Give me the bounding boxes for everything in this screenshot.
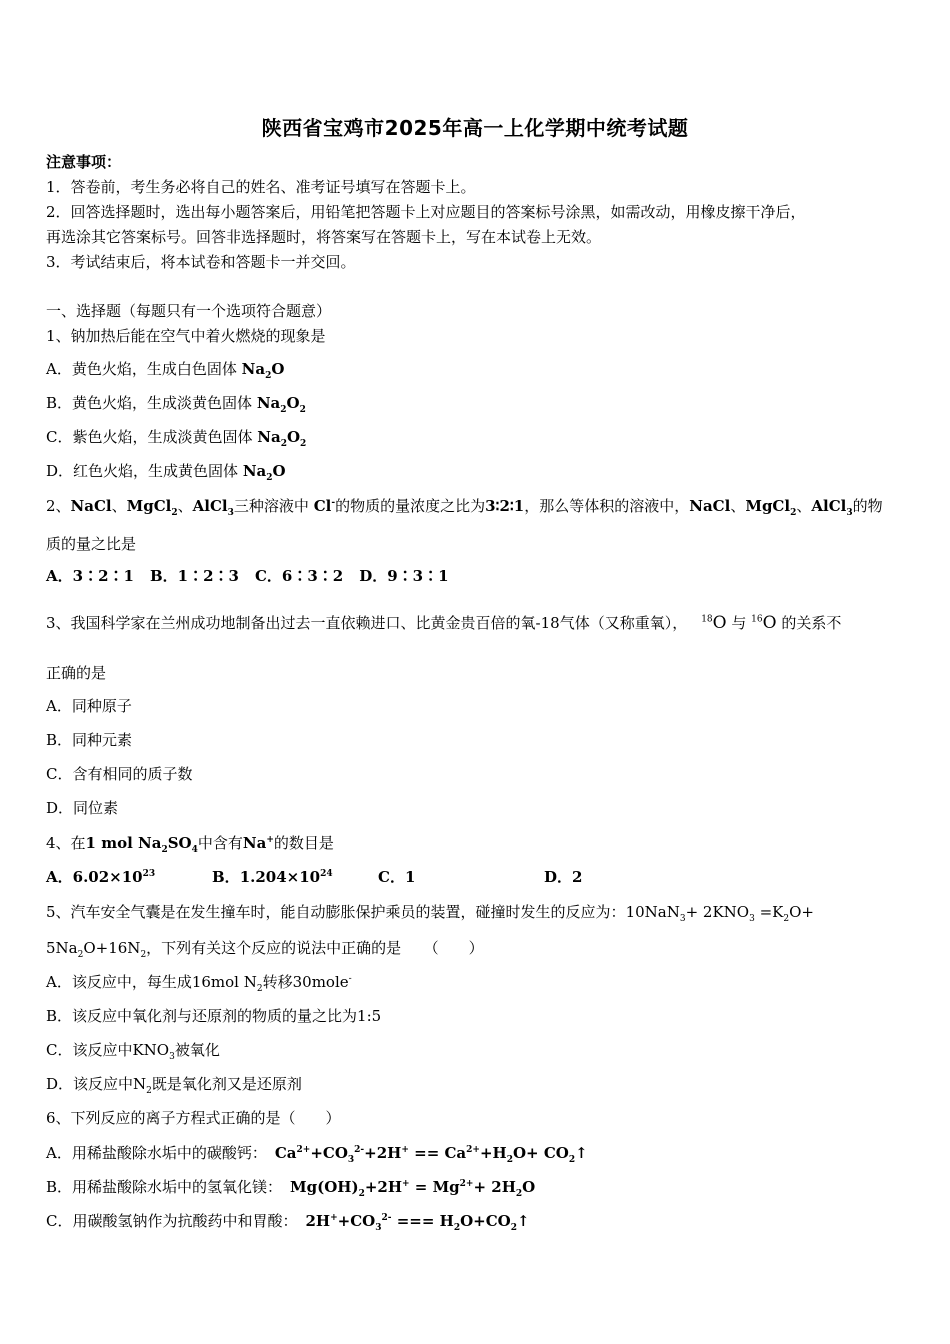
question-2-stem: 2、NaCl、MgCl$_2$、AlCl$_3$三种溶液中 Cl-的物质的量浓度之比为3∶2∶1，那么等体积的溶液中，NaCl、MgCl$_2$、AlCl$_3$的物 (46, 497, 883, 518)
notice-item-3: 3．考试结束后，将本试卷和答题卡一并交回。 (46, 253, 356, 271)
option-text: B．黄色火焰，生成淡黄色固体 (46, 394, 253, 412)
question-1-stem: 1、钠加热后能在空气中着火燃烧的现象是 (46, 327, 326, 345)
question-3-option-a: A．同种原子 (46, 697, 132, 715)
question-3-option-b: B．同种元素 (46, 731, 133, 749)
stem-text: ，那么等体积的溶液中， (524, 497, 690, 515)
question-5-option-b: B．该反应中氧化剂与还原剂的物质的量之比为1:5 (46, 1007, 382, 1025)
question-5-stem (46, 902, 814, 922)
section-heading: 一、选择题（每题只有一个选项符合题意） (46, 302, 332, 320)
question-3-option-c: C．含有相同的质子数 (46, 765, 193, 783)
stem-text: 的关系不 (781, 614, 842, 632)
option-c: C．6∶3∶2 (254, 567, 344, 585)
formula: 1 mol $Na_2SO_4$ (85, 834, 198, 855)
option-d: D．2 (544, 868, 583, 886)
question-5-option-a: A．该反应中，每生成16mol $N_2$转移30mole- (46, 973, 352, 994)
stem-text: 与 (731, 614, 747, 632)
stem-text: 的数目是 (273, 834, 334, 852)
question-3-stem-cont: 正确的是 (46, 664, 107, 682)
isotope-o16: $^{16}$O (751, 613, 777, 633)
formula: MgCl$_2$ (126, 497, 178, 518)
stem-text: 三种溶液中 (233, 497, 309, 515)
stem-text: 的物 (852, 497, 883, 515)
stem-text: 3、我国科学家在兰州成功地制备出过去一直依赖进口、比黄金贵百倍的氧-18气体（又称重氧）， (46, 614, 688, 632)
stem-text: 的物质的量浓度之比为 (335, 497, 486, 515)
option-b: B．$1.204\times 10^{24}$ (212, 868, 333, 886)
stem-text: ，下列有关这个反应的说法中正确的是 （ ） (146, 939, 484, 957)
option-a: A．3∶2∶1 (46, 567, 134, 585)
option-c: C．1 (378, 868, 416, 886)
equation: $Mg(OH)_2+2H^+ = Mg^{2+}+ 2H_2O$ (290, 1178, 536, 1199)
option-d: D．9∶3∶1 (359, 567, 449, 585)
question-number: 2、 (46, 497, 71, 515)
question-1-option-d (46, 461, 286, 481)
question-4-stem (46, 833, 334, 853)
option-a: A．$6.02\times 10^{23}$ (46, 868, 156, 886)
notice-item-1: 1．答卷前，考生务必将自己的姓名、准考证号填写在答题卡上。 (46, 178, 476, 196)
question-6-option-b: B．用稀盐酸除水垢中的氢氧化镁： $Mg(OH)_2+2H^+ = Mg^{2+}+ 2H_2O$ (46, 1178, 536, 1199)
ratio: 3∶2∶1 (485, 497, 525, 515)
question-1-option-c (46, 427, 306, 447)
question-5-option-d: D．该反应中$N_2$既是氧化剂又是还原剂 (46, 1075, 302, 1096)
formula: AlCl$_3$ (192, 497, 234, 518)
notice-item-2: 2．回答选择题时，选出每小题答案后，用铅笔把答题卡上对应题目的答案标号涂黑，如需改动，用橡皮擦干净后， (46, 203, 806, 221)
formula: MgCl$_2$ (745, 497, 797, 518)
stem-text: 5、汽车安全气囊是在发生撞车时，能自动膨胀保护乘员的装置，碰撞时发生的反应为： (46, 903, 626, 921)
equation: $5Na_2O+16N_2$ (46, 939, 147, 960)
option-text: A．黄色火焰，生成白色固体 (46, 360, 237, 378)
option-text: C．紫色火焰，生成淡黄色固体 (46, 428, 253, 446)
formula: $Na_2O$ (241, 360, 285, 381)
stem-text: 中含有 (197, 834, 243, 852)
formula: NaCl (70, 497, 112, 515)
option-b: B．1∶2∶3 (149, 567, 239, 585)
stem-text: 4、在 (46, 834, 86, 852)
question-3-option-d: D．同位素 (46, 799, 119, 817)
question-5-option-c: C．该反应中$KNO_3$被氧化 (46, 1041, 220, 1062)
formula: Na+ (242, 834, 274, 852)
question-2-stem-cont: 质的量之比是 (46, 535, 137, 553)
formula: $Na_2O_2$ (257, 428, 307, 449)
formula: Cl- (313, 497, 336, 515)
formula: $Na_2O$ (242, 462, 286, 483)
isotope-o18: $^{18}$O (701, 613, 727, 633)
question-6-option-a: A．用稀盐酸除水垢中的碳酸钙： $Ca^{2+}+CO_3^{2-}+2H^+ == Ca^{2+}+H_2O+$ $CO_2↑$ (46, 1144, 588, 1165)
question-4-options (46, 867, 582, 887)
option-text: D．红色火焰，生成黄色固体 (46, 462, 239, 480)
equation: $10NaN_3+ 2KNO_3 =K_2O+$ (625, 903, 814, 924)
notice-heading: 注意事项： (46, 153, 122, 171)
question-5-stem-cont (46, 938, 484, 958)
question-1-option-b (46, 393, 306, 413)
question-2-options (46, 566, 449, 586)
formula: NaCl (689, 497, 731, 515)
question-1-option-a (46, 359, 284, 379)
equation: $2H^++CO_3^{2-}$ === $H_2O+CO_2↑$ (305, 1212, 530, 1233)
equation: $Ca^{2+}+CO_3^{2-}+2H^+ == Ca^{2+}+H_2O+$ $CO_2↑$ (274, 1144, 588, 1165)
formula: AlCl$_3$ (811, 497, 853, 518)
question-6-option-c: C．用碳酸氢钠作为抗酸药中和胃酸： $2H^++CO_3^{2-}$ === $H_2O+CO_2↑$ (46, 1212, 530, 1233)
page-title: 陕西省宝鸡市2025年高一上化学期中统考试题 (261, 116, 689, 140)
formula: $Na_2O_2$ (256, 394, 306, 415)
question-6-stem: 6、下列反应的离子方程式正确的是（ ） (46, 1109, 341, 1127)
notice-item-2-cont: 再选涂其它答案标号。回答非选择题时，将答案写在答题卡上，写在本试卷上无效。 (46, 228, 602, 246)
question-3-stem (46, 613, 841, 633)
